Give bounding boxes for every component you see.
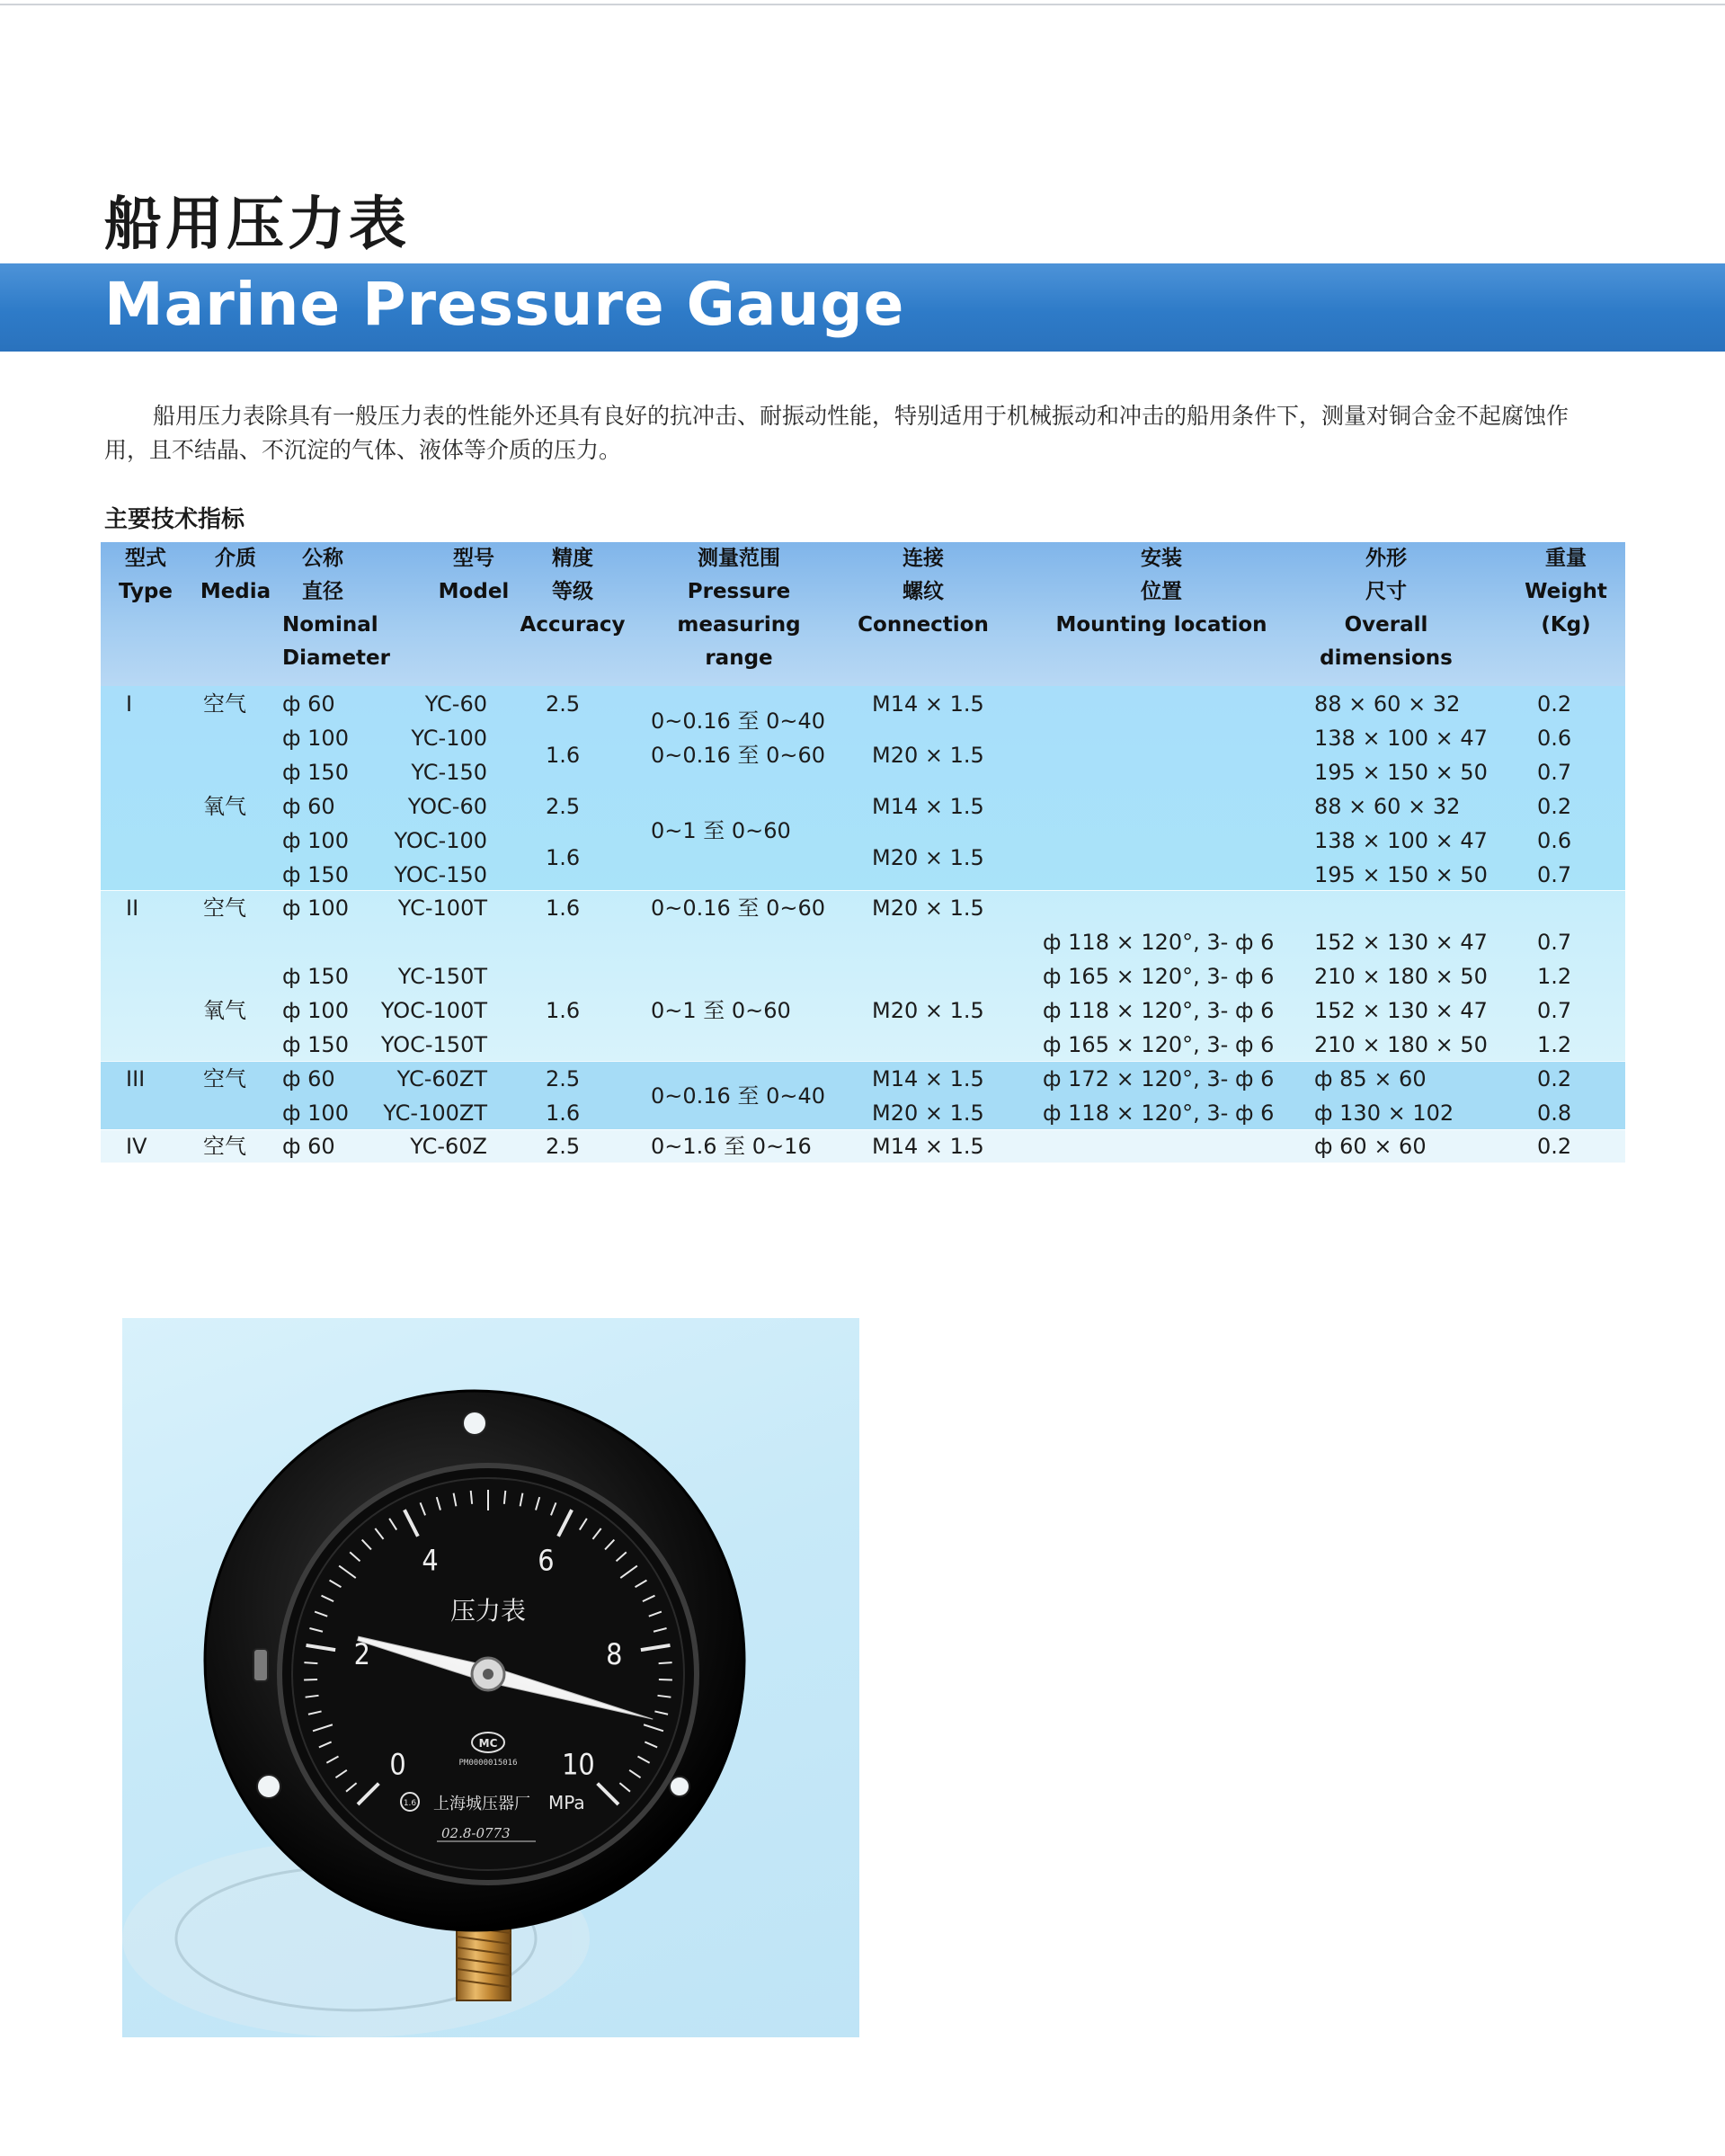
header-overall-dimensions: 外形 尺寸 Overall dimensions (1320, 547, 1453, 670)
cell-connection: M20 × 1.5 (872, 998, 984, 1023)
dial-scale-label: 0 (389, 1747, 406, 1782)
cell-model: YC-60Z (410, 1134, 487, 1159)
cell-weight: 1.2 (1537, 964, 1572, 989)
header-media: 介质 Media (200, 547, 271, 603)
cell-media: 空气 (203, 1134, 246, 1159)
cell-accuracy: 1.6 (546, 998, 581, 1023)
cell-dimensions: 138 × 100 × 47 (1314, 828, 1488, 853)
cell-diameter: ф 100 (282, 1100, 349, 1126)
cell-connection: M20 × 1.5 (872, 1100, 984, 1126)
maker-name: 上海城压器厂 (433, 1795, 530, 1813)
cell-weight: 0.7 (1537, 760, 1572, 785)
cell-model: YC-100ZT (383, 1100, 487, 1126)
cell-model: YC-60 (424, 691, 487, 717)
cell-weight: 0.8 (1537, 1100, 1572, 1126)
cell-weight: 0.2 (1537, 1134, 1572, 1159)
cell-model: YC-150 (411, 760, 487, 785)
cell-mounting: ф 165 × 120°, 3- ф 6 (1043, 964, 1275, 989)
dial-tick (659, 1662, 672, 1663)
cell-diameter: ф 100 (282, 895, 349, 921)
header-type: 型式 Type (118, 547, 173, 603)
cell-connection: M20 × 1.5 (872, 895, 984, 921)
dial-tick (471, 1491, 472, 1504)
cell-accuracy: 2.5 (546, 794, 581, 819)
cell-model: YC-100T (397, 895, 487, 921)
cell-dimensions: 138 × 100 × 47 (1314, 726, 1488, 751)
cell-model: YC-100 (411, 726, 487, 751)
dial-scale-label: 2 (353, 1636, 370, 1671)
cell-weight: 0.2 (1537, 691, 1572, 717)
cell-connection: M14 × 1.5 (872, 1134, 984, 1159)
cell-weight: 0.2 (1537, 794, 1572, 819)
cell-media: 氧气 (203, 794, 246, 819)
pressure-gauge-illustration (122, 1318, 859, 2037)
cell-dimensions: 88 × 60 × 32 (1314, 691, 1461, 717)
header-nominal-diameter: 公称 直径 Nominal Diameter (282, 547, 390, 670)
cell-dimensions: 152 × 130 × 47 (1314, 998, 1488, 1023)
cell-mounting: ф 172 × 120°, 3- ф 6 (1043, 1066, 1275, 1091)
cell-connection: M14 × 1.5 (872, 1066, 984, 1091)
intro-paragraph: 船用压力表除具有一般压力表的性能外还具有良好的抗冲击、耐振动性能，特别适用于机械振动和冲击的船用条件下，测量对铜合金不起腐蚀作用，且不结晶、不沉淀的气体、液体等介质的压力。 (104, 403, 1569, 463)
cell-weight: 0.7 (1537, 930, 1572, 955)
cell-model: YOC-100 (394, 828, 487, 853)
cell-diameter: ф 150 (282, 760, 349, 785)
cert-number: PM0000015016 (458, 1759, 518, 1768)
group-divider (101, 1061, 1625, 1062)
cell-connection: M20 × 1.5 (872, 845, 984, 870)
cell-accuracy: 2.5 (546, 691, 581, 717)
cell-dimensions: 152 × 130 × 47 (1314, 930, 1488, 955)
page-title-chinese: 船用压力表 (104, 192, 410, 258)
cell-diameter: ф 100 (282, 828, 349, 853)
page-title-english: Marine Pressure Gauge (104, 270, 905, 339)
header-connection: 连接 螺纹 Connection (858, 547, 989, 637)
cell-media: 空气 (203, 1066, 246, 1091)
cell-model: YC-60ZT (396, 1066, 487, 1091)
cell-weight: 0.7 (1537, 862, 1572, 887)
cell-weight: 1.2 (1537, 1032, 1572, 1057)
cell-mounting: ф 165 × 120°, 3- ф 6 (1043, 1032, 1275, 1057)
cell-dimensions: 88 × 60 × 32 (1314, 794, 1461, 819)
cell-pressure-range: 0~0.16 至 0~60 (651, 743, 825, 768)
cell-weight: 0.2 (1537, 1066, 1572, 1091)
cell-dimensions: 195 × 150 × 50 (1314, 862, 1488, 887)
cell-pressure-range: 0~0.16 至 0~40 (651, 708, 825, 734)
cell-dimensions: 210 × 180 × 50 (1314, 1032, 1488, 1057)
cell-type: III (126, 1066, 146, 1091)
cell-connection: M14 × 1.5 (872, 691, 984, 717)
cell-model: YOC-150T (380, 1032, 487, 1057)
cell-pressure-range: 0~0.16 至 0~60 (651, 895, 825, 921)
header-mounting-location: 安装 位置 Mounting location (1055, 547, 1267, 637)
cell-pressure-range: 0~1 至 0~60 (651, 818, 791, 843)
cell-connection: M20 × 1.5 (872, 743, 984, 768)
cell-dimensions: ф 130 × 102 (1314, 1100, 1454, 1126)
dial-scale-label: 10 (562, 1747, 595, 1782)
header-model: 型号 Model (438, 547, 510, 603)
unit-label: MPa (548, 1792, 585, 1813)
cell-diameter: ф 150 (282, 964, 349, 989)
cell-diameter: ф 60 (282, 1134, 335, 1159)
mounting-hole (670, 1777, 689, 1796)
cell-weight: 0.7 (1537, 998, 1572, 1023)
cell-weight: 0.6 (1537, 828, 1572, 853)
dial-tick (304, 1662, 317, 1663)
cell-type: I (126, 691, 133, 717)
cell-model: YC-150T (397, 964, 487, 989)
cell-weight: 0.6 (1537, 726, 1572, 751)
header-pressure-range: 测量范围 Pressure measuring range (677, 547, 801, 670)
cell-media: 氧气 (203, 998, 246, 1023)
dial-title: 压力表 (449, 1596, 527, 1626)
cell-mounting: ф 118 × 120°, 3- ф 6 (1043, 930, 1275, 955)
cell-dimensions: ф 85 × 60 (1314, 1066, 1427, 1091)
dial-scale-label: 8 (606, 1636, 623, 1671)
group-divider (101, 890, 1625, 891)
cell-accuracy: 1.6 (546, 895, 581, 921)
cell-accuracy: 2.5 (546, 1066, 581, 1091)
mounting-hole (463, 1412, 486, 1435)
spec-heading: 主要技术指标 (104, 506, 245, 533)
cell-diameter: ф 100 (282, 726, 349, 751)
dial-tick (504, 1491, 505, 1504)
group-divider (101, 1129, 1625, 1130)
cell-type: II (126, 895, 139, 921)
class-badge: 1.6 (403, 1799, 417, 1808)
serial-number: 02.8-0773 (441, 1825, 511, 1841)
cell-diameter: ф 100 (282, 998, 349, 1023)
cell-diameter: ф 60 (282, 1066, 335, 1091)
cell-diameter: ф 60 (282, 794, 335, 819)
cell-model: YOC-150 (394, 862, 487, 887)
cell-pressure-range: 0~1.6 至 0~16 (651, 1134, 812, 1159)
cell-accuracy: 1.6 (546, 1100, 581, 1126)
header-weight: 重量 Weight (Kg) (1525, 547, 1607, 637)
cell-media: 空气 (203, 895, 246, 921)
side-screw (253, 1649, 268, 1681)
product-photo (122, 1318, 859, 2037)
cell-accuracy: 2.5 (546, 1134, 581, 1159)
mounting-hole (257, 1775, 280, 1798)
cell-diameter: ф 60 (282, 691, 335, 717)
dial-scale-label: 6 (538, 1543, 555, 1578)
svg-text:MC: MC (478, 1737, 498, 1750)
cell-dimensions: ф 60 × 60 (1314, 1134, 1427, 1159)
spec-table (101, 542, 1625, 1163)
header-accuracy: 精度 等级 Accuracy (520, 547, 626, 637)
cell-accuracy: 1.6 (546, 845, 581, 870)
cell-dimensions: 195 × 150 × 50 (1314, 760, 1488, 785)
cell-diameter: ф 150 (282, 1032, 349, 1057)
cell-model: YOC-100T (380, 998, 487, 1023)
cell-diameter: ф 150 (282, 862, 349, 887)
cell-accuracy: 1.6 (546, 743, 581, 768)
gauge-dial (280, 1466, 697, 1883)
cell-dimensions: 210 × 180 × 50 (1314, 964, 1488, 989)
cell-pressure-range: 0~0.16 至 0~40 (651, 1083, 825, 1109)
cell-connection: M14 × 1.5 (872, 794, 984, 819)
cell-pressure-range: 0~1 至 0~60 (651, 998, 791, 1023)
cell-media: 空气 (203, 691, 246, 717)
cell-model: YOC-60 (407, 794, 487, 819)
cell-type: IV (126, 1134, 147, 1159)
cell-mounting: ф 118 × 120°, 3- ф 6 (1043, 1100, 1275, 1126)
dial-scale-label: 4 (422, 1543, 439, 1578)
cell-mounting: ф 118 × 120°, 3- ф 6 (1043, 998, 1275, 1023)
top-rule (0, 4, 1725, 5)
